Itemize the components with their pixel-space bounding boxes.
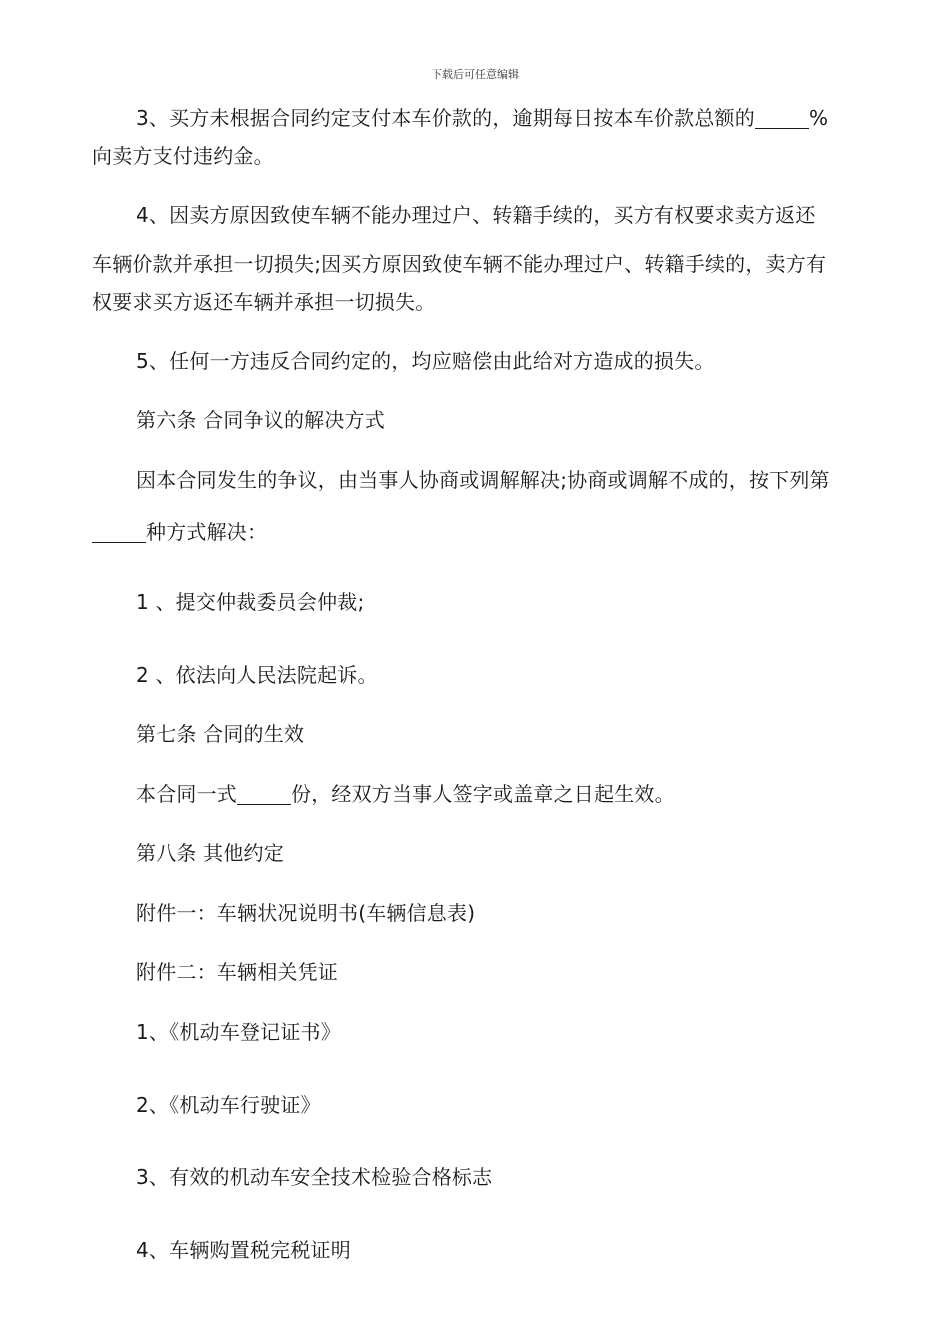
article-7-title: 第七条 合同的生效 — [136, 722, 305, 746]
document-item: 2、《机动车行驶证》 — [136, 1093, 321, 1117]
copies-count-blank — [237, 784, 291, 805]
article-8-title: 第八条 其他约定 — [136, 841, 284, 865]
percent-sign: % — [808, 106, 829, 130]
page-header: 下载后可任意编辑 — [431, 68, 519, 81]
attachment-2: 附件二：车辆相关凭证 — [136, 960, 338, 984]
article-6-option-2: 2 、依法向人民法院起诉。 — [136, 663, 378, 687]
article-7-body-prefix: 本合同一式 — [136, 782, 237, 806]
clause-4-line-2: 车辆价款并承担一切损失;因买方原因致使车辆不能办理过户、转籍手续的，卖方有 — [92, 252, 827, 276]
clause-3-text: 3、买方未根据合同约定支付本车价款的，逾期每日按本车价款总额的 — [136, 106, 755, 130]
article-7-body-suffix: 份，经双方当事人签字或盖章之日起生效。 — [291, 782, 675, 806]
clause-4-line-1: 4、因卖方原因致使车辆不能办理过户、转籍手续的，买方有权要求卖方返还 — [136, 203, 816, 227]
method-number-blank — [92, 522, 146, 543]
clause-5: 5、任何一方违反合同约定的，均应赔偿由此给对方造成的损失。 — [136, 349, 715, 373]
article-7-body — [136, 780, 950, 808]
clause-3-line-1 — [136, 104, 950, 132]
penalty-rate-blank — [755, 108, 809, 129]
article-6-body-suffix: 种方式解决： — [146, 520, 268, 544]
article-6-title: 第六条 合同争议的解决方式 — [136, 408, 385, 432]
clause-3-line-2: 向卖方支付违约金。 — [92, 144, 274, 168]
document-item: 4、车辆购置税完税证明 — [136, 1238, 351, 1262]
document-item: 3、有效的机动车安全技术检验合格标志 — [136, 1165, 493, 1189]
article-6-body-line-2 — [92, 518, 912, 546]
article-6-option-1: 1 、提交仲裁委员会仲裁; — [136, 590, 365, 614]
clause-4-line-3: 权要求买方返还车辆并承担一切损失。 — [92, 290, 436, 314]
attachment-1: 附件一：车辆状况说明书(车辆信息表) — [136, 901, 476, 925]
article-6-body-line-1: 因本合同发生的争议，由当事人协商或调解解决;协商或调解不成的，按下列第 — [136, 468, 830, 492]
document-item: 1、《机动车登记证书》 — [136, 1020, 341, 1044]
